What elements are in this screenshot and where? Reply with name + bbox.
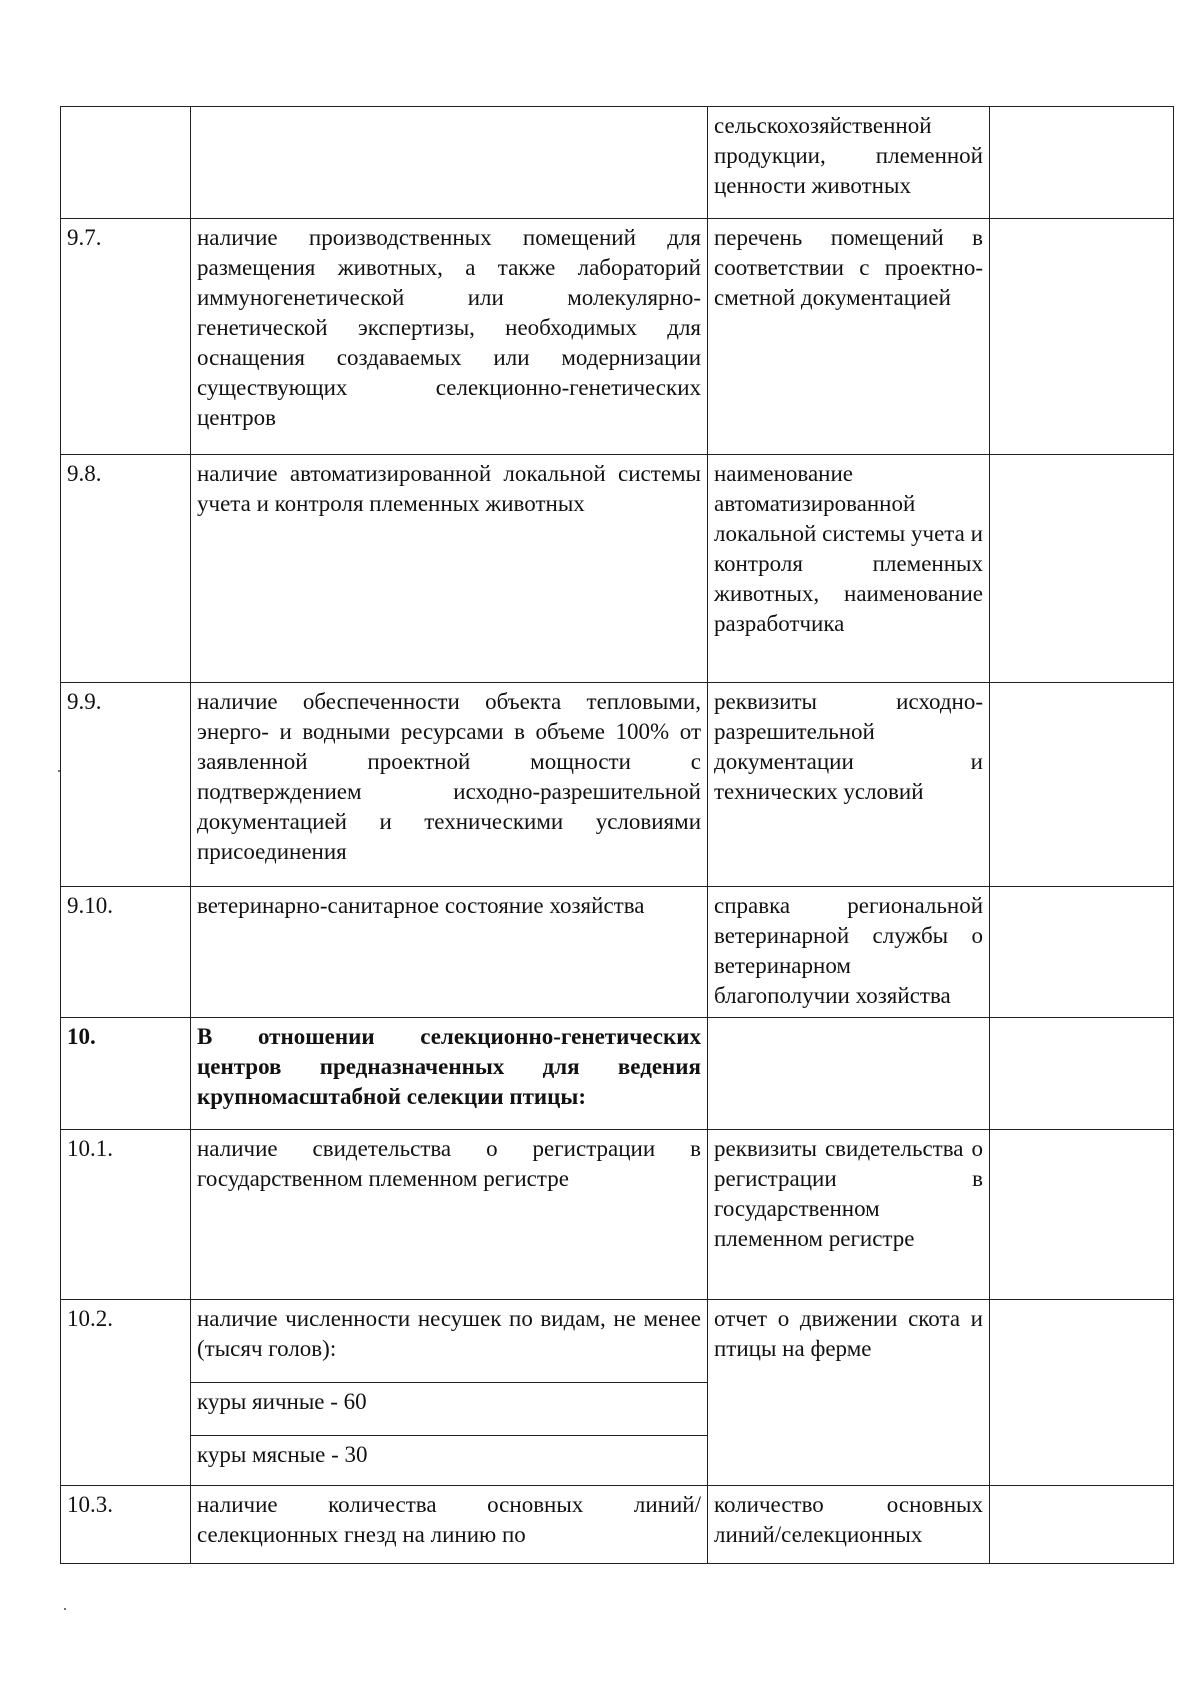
section-title: В отношении селекционно-генетических центров предназначенных для ведения крупномасштабной селекции птицы:: [191, 1018, 708, 1130]
document-cell: отчет о движении скота и птицы на ферме: [708, 1300, 990, 1486]
criterion-line: куры мясные - 30: [197, 1442, 368, 1467]
table-row: [61, 683, 1174, 887]
row-number: 9.10.: [61, 887, 191, 1018]
row-number: 9.7.: [61, 219, 191, 455]
table-row: [61, 887, 1174, 1018]
criterion-cell: наличие производственных помещений для размещения животных, а также лабораторий иммуногенетической или молекулярно-генетической экспертизы, необходимых для оснащения создаваемых или модернизации существующих селекционно-генетических центров: [191, 219, 708, 455]
row-number: 10.1.: [61, 1130, 191, 1300]
criterion-cell: наличие автоматизированной локальной системы учета и контроля племенных животных: [191, 455, 708, 683]
note-cell: [990, 455, 1174, 683]
table-row: [61, 107, 1174, 219]
note-cell: [990, 219, 1174, 455]
document-cell: [708, 1018, 990, 1130]
row-number: 9.8.: [61, 455, 191, 683]
row-number: 10.: [61, 1018, 191, 1130]
table-row: [61, 1130, 1174, 1300]
criterion-cell: ветеринарно-санитарное состояние хозяйства: [191, 887, 708, 1018]
note-cell: [990, 1018, 1174, 1130]
document-cell: справка региональной ветеринарной службы о ветеринарном благополучии хозяйства: [708, 887, 990, 1018]
document-cell: реквизиты свидетельства о регистрации в государственном племенном регистре: [708, 1130, 990, 1300]
criterion-cell: наличие количества основных линий/селекционных гнезд на линию по: [191, 1486, 708, 1564]
section-header-row: [61, 1018, 1174, 1130]
scan-speck: [64, 1608, 66, 1610]
criterion-cell: [191, 1300, 708, 1486]
document-cell: реквизиты исходно-разрешительной документации и технических условий: [708, 683, 990, 887]
row-number: 10.3.: [61, 1486, 191, 1564]
row-number: 10.2.: [61, 1300, 191, 1486]
scan-speck: [58, 770, 60, 772]
note-cell: [990, 887, 1174, 1018]
table-row: [61, 455, 1174, 683]
document-cell: наименование автоматизированной локальной системы учета и контроля племенных животных, наименование разработчика: [708, 455, 990, 683]
document-cell: количество основных линий/селекционных: [708, 1486, 990, 1564]
row-number: [61, 107, 191, 219]
table-row: [61, 1300, 1174, 1486]
table-row: [61, 1486, 1174, 1564]
note-cell: [990, 683, 1174, 887]
note-cell: [990, 1300, 1174, 1486]
requirements-table: [60, 106, 1174, 1564]
criterion-line: наличие численности несушек по видам, не менее (тысяч голов):: [191, 1300, 707, 1383]
note-cell: [990, 1130, 1174, 1300]
document-cell: сельскохозяйственной продукции, племенной ценности животных: [708, 107, 990, 219]
note-cell: [990, 1486, 1174, 1564]
note-cell: [990, 107, 1174, 219]
criterion-cell: [191, 107, 708, 219]
criterion-cell: наличие обеспеченности объекта тепловыми, энерго- и водными ресурсами в объеме 100% от заявленной проектной мощности с подтверждением исходно-разрешительной документацией и техническими условиями присоединения: [191, 683, 708, 887]
table-row: [61, 219, 1174, 455]
criterion-cell: наличие свидетельства о регистрации в государственном племенном регистре: [191, 1130, 708, 1300]
row-number: 9.9.: [61, 683, 191, 887]
criterion-line: куры яичные - 60: [191, 1383, 707, 1436]
document-cell: перечень помещений в соответствии с проектно-сметной документацией: [708, 219, 990, 455]
